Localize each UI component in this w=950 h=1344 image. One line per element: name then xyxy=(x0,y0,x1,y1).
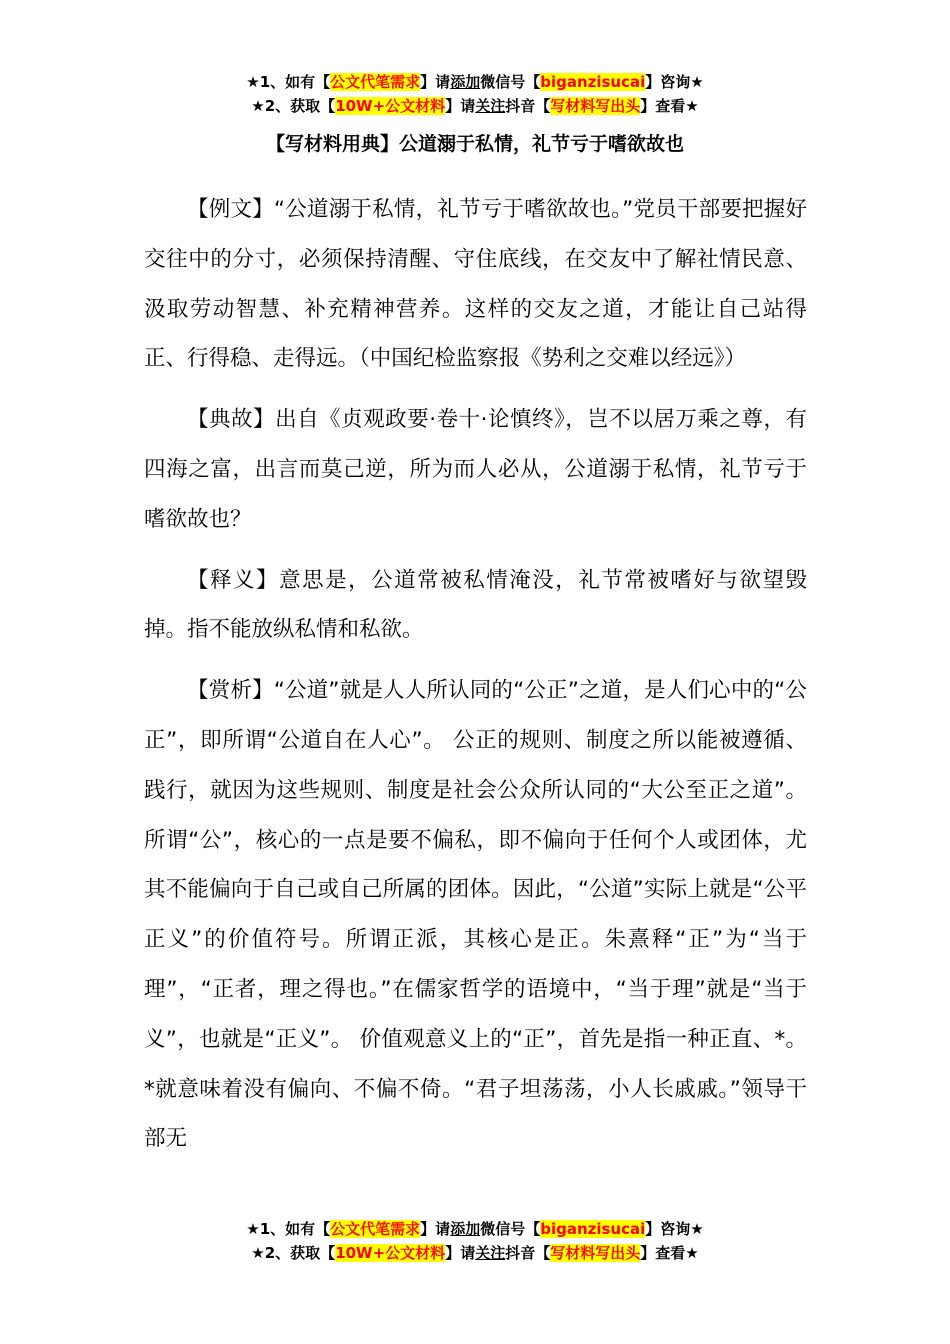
footer-line-2-underline: 关注 xyxy=(475,1244,506,1262)
header-line-2-mid: 】请 xyxy=(445,97,476,115)
paragraph-meaning-label: 【释义】 xyxy=(187,567,280,593)
header-line-2-suffix: 】查看★ xyxy=(640,97,699,115)
header-douyin-id: 写材料写出头 xyxy=(550,97,641,115)
header-line-2-highlight-materials: 10W+公文材料 xyxy=(335,97,446,115)
header-line-1-mid: 】请 xyxy=(420,73,451,91)
footer-wechat-id: biganzisucai xyxy=(540,1220,646,1238)
footer-line-2 xyxy=(0,1241,950,1265)
header-line-1-prefix: ★1、如有【 xyxy=(246,73,331,91)
header-line-1-highlight-service: 公文代笔需求 xyxy=(330,73,421,91)
header-line-2-underline: 关注 xyxy=(475,97,506,115)
footer-line-1-mid: 】请 xyxy=(420,1220,451,1238)
footer-notice xyxy=(0,1217,950,1265)
header-line-2-mid2: 抖音【 xyxy=(505,97,551,115)
paragraph-meaning xyxy=(144,556,807,656)
footer-line-1-highlight-service: 公文代笔需求 xyxy=(330,1220,421,1238)
footer-line-2-mid2: 抖音【 xyxy=(505,1244,551,1262)
footer-line-2-highlight-materials: 10W+公文材料 xyxy=(335,1244,446,1262)
header-line-1 xyxy=(0,70,950,94)
header-line-1-underline: 添加 xyxy=(450,73,481,91)
page-title: 【写材料用典】公道溺于私情，礼节亏于嗜欲故也 xyxy=(265,133,684,155)
footer-line-1 xyxy=(0,1217,950,1241)
footer-douyin-id: 写材料写出头 xyxy=(550,1244,641,1262)
header-line-2 xyxy=(0,94,950,118)
header-notice xyxy=(0,70,950,118)
paragraph-analysis xyxy=(144,666,807,1164)
paragraph-meaning-text: 意思是，公道常被私情淹没，礼节常被嗜好与欲望毁掉。指不能放纵私情和私欲。 xyxy=(144,567,807,643)
header-line-1-suffix: 】咨询★ xyxy=(645,73,704,91)
footer-line-1-underline: 添加 xyxy=(450,1220,481,1238)
footer-line-1-mid2: 微信号【 xyxy=(480,1220,541,1238)
article-body xyxy=(144,185,807,1175)
footer-line-2-suffix: 】查看★ xyxy=(640,1244,699,1262)
paragraph-analysis-text: “公道”就是人人所认同的“公正”之道，是人们心中的“公正”，即所谓“公道自在人心”。 公正的规则、制度之所以能被遵循、践行，就因为这些规则、制度是社会公众所认同的“大公至正之道”。所谓“公”，核心的一点是要不偏私，即不偏向于任何个人或团体，尤其不能偏向于自己或自己所属的团体。因此，“公道”实际上就是“公平正义”的价值符号。所谓正派，其核心是正。朱熹释“正”为“当于理”，“正者，理之得也。”在儒家哲学的语境中，“当于理”就是“当于义”，也就是“正义”。 价值观意义上的“正”，首先是指一种正直、*。*就意味着没有偏向、不偏不倚。“君子坦荡荡，小人长戚戚。”领导干部无 xyxy=(144,678,807,1152)
paragraph-origin-text: 出自《贞观政要·卷十·论慎终》，岂不以居万乘之尊，有四海之富，出言而莫己逆，所为而人必从，公道溺于私情，礼节亏于嗜欲故也？ xyxy=(144,407,807,532)
footer-line-2-prefix: ★2、获取【 xyxy=(251,1244,336,1262)
paragraph-example-text: “公道溺于私情，礼节亏于嗜欲故也。”党员干部要把握好交往中的分寸，必须保持清醒、守住底线，在交友中了解社情民意、汲取劳动智慧、补充精神营养。这样的交友之道，才能让自己站得正、行得稳、走得远。（中国纪检监察报《势利之交难以经远》） xyxy=(144,197,807,372)
paragraph-example-label: 【例文】 xyxy=(187,197,274,222)
paragraph-origin-label: 【典故】 xyxy=(187,407,276,433)
footer-line-2-mid: 】请 xyxy=(445,1244,476,1262)
footer-line-1-suffix: 】咨询★ xyxy=(645,1220,704,1238)
header-line-1-mid2: 微信号【 xyxy=(480,73,541,91)
paragraph-example xyxy=(144,185,807,384)
footer-line-1-prefix: ★1、如有【 xyxy=(246,1220,331,1238)
header-wechat-id: biganzisucai xyxy=(540,73,646,91)
header-line-2-prefix: ★2、获取【 xyxy=(251,97,336,115)
paragraph-analysis-label: 【赏析】 xyxy=(187,678,274,704)
paragraph-origin xyxy=(144,395,807,544)
